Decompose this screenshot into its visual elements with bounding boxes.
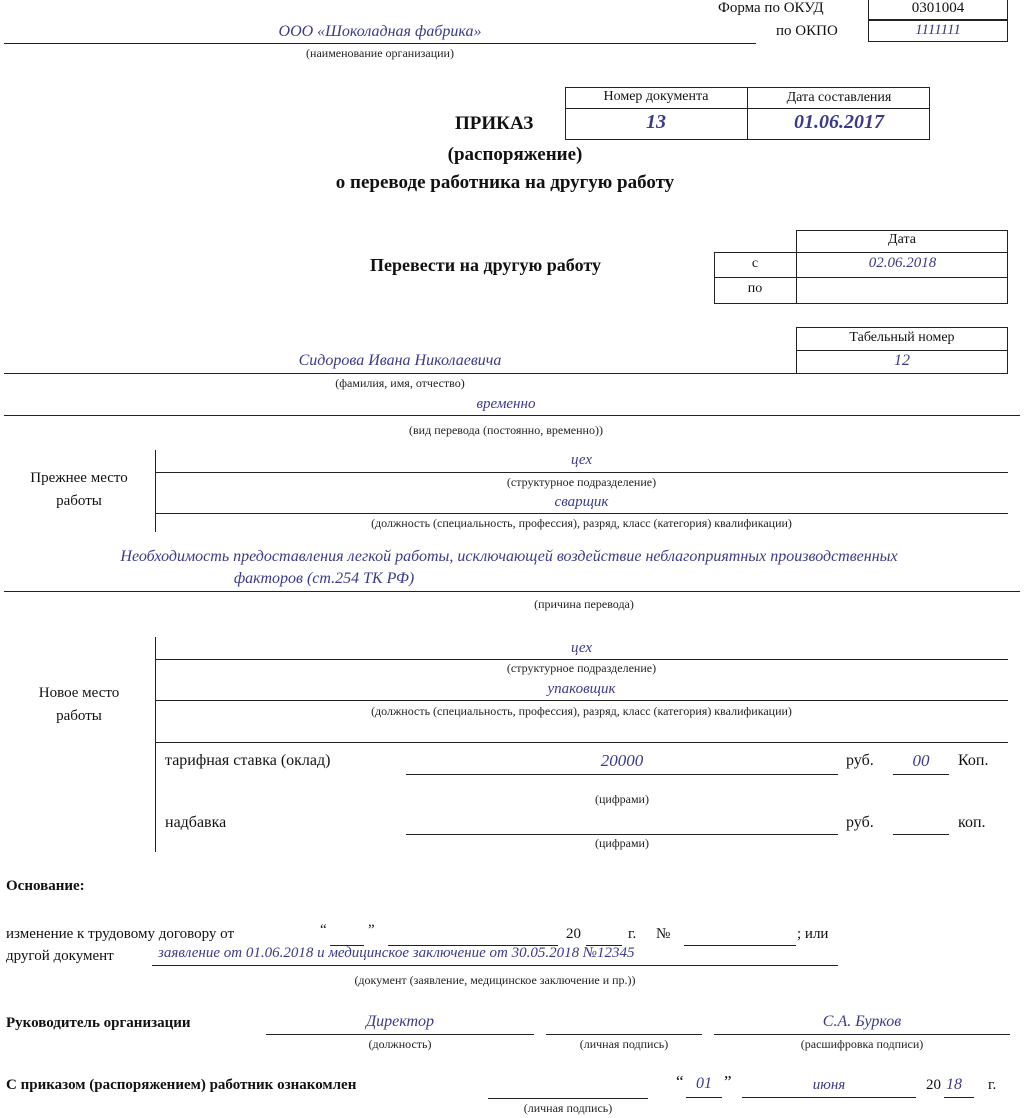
tab-number-header: Табельный номер (849, 330, 955, 345)
amend-or: ; или (797, 926, 829, 942)
okpo-label: по ОКПО (776, 23, 838, 39)
head-position: Директор (365, 1013, 435, 1030)
tab-number-hline (796, 350, 1008, 351)
amend-year-suffix: г. (628, 926, 637, 942)
amend-quote-open: “ (320, 922, 327, 938)
bonus-kop: коп. (958, 814, 986, 831)
bonus-line (406, 834, 838, 835)
old-position-line (155, 513, 1008, 514)
org-line (4, 43, 756, 44)
reason-line-1: Необходимость предоставления легкой работы, исключающей воздействие неблагоприятных производственных (120, 548, 898, 565)
date-table-hline (714, 277, 1008, 278)
bonus-kop-line (893, 834, 949, 835)
employee-name-caption: (фамилия, имя, отчество) (335, 376, 465, 390)
ack-year-suffix: г. (988, 1077, 997, 1093)
new-place-label-1: Новое место (38, 685, 120, 701)
head-name: С.А. Бурков (822, 1013, 902, 1030)
other-doc-label: другой документ (6, 948, 114, 964)
new-place-divider (155, 742, 1008, 743)
rate-digits-caption: (цифрами) (595, 792, 649, 806)
reason-line (4, 591, 1020, 592)
ack-month: июня (812, 1077, 846, 1093)
bonus-rub: руб. (846, 814, 874, 831)
transfer-kind-line (4, 415, 1020, 416)
doc-num-header: Номер документа (603, 89, 709, 104)
new-unit: цех (571, 640, 592, 656)
other-doc-caption: (документ (заявление, медицинское заключение и пр.)) (354, 973, 636, 987)
head-name-caption: (расшифровка подписи) (800, 1037, 924, 1051)
old-position: сварщик (554, 494, 609, 510)
old-position-caption: (должность (специальность, профессия), разряд, класс (категория) квалификации) (371, 516, 792, 530)
transfer-kind-caption: (вид перевода (постоянно, временно)) (409, 423, 603, 437)
head-signature-caption: (личная подпись) (579, 1037, 669, 1051)
old-place-label-2: работы (56, 493, 102, 509)
ack-quote-close: ” (724, 1072, 732, 1091)
bonus-digits-caption: (цифрами) (595, 836, 649, 850)
head-position-line (266, 1034, 534, 1035)
amend-number-line (684, 945, 796, 946)
transfer-kind: временно (476, 396, 536, 412)
okpo-value: 1111111 (915, 22, 961, 38)
order-subject: о переводе работника на другую работу (335, 172, 675, 193)
old-unit-line (155, 472, 1008, 473)
reason-line-2: факторов (ст.254 ТК РФ) (233, 570, 415, 587)
other-doc-value: заявление от 01.06.2018 и медицинское заключение от 30.05.2018 №12345 (158, 945, 635, 961)
org-caption: (наименование организации) (306, 46, 454, 60)
new-unit-line (155, 659, 1008, 660)
rate-line (406, 774, 838, 775)
amend-quote-close: ” (368, 922, 375, 938)
new-position: упаковщик (547, 681, 616, 697)
other-doc-line (152, 965, 838, 966)
ack-signature-caption: (личная подпись) (523, 1101, 613, 1115)
employee-name: Сидорова Ивана Николаевича (298, 352, 502, 369)
ack-year-prefix: 20 (926, 1077, 941, 1093)
ack-signature-line (488, 1098, 648, 1099)
head-position-caption: (должность) (368, 1037, 432, 1051)
ack-day-line (686, 1097, 722, 1098)
to-label: по (747, 281, 763, 296)
rate-kop: Коп. (958, 752, 989, 769)
ack-month-line (742, 1097, 916, 1098)
ack-year-value: 18 (946, 1076, 962, 1093)
disposition: (распоряжение) (447, 144, 583, 165)
reason-caption: (причина перевода) (534, 597, 634, 611)
head-label: Руководитель организации (6, 1015, 191, 1031)
doc-date: 01.06.2017 (794, 111, 884, 133)
org-name: ООО «Шоколадная фабрика» (278, 23, 482, 40)
okud-value: 0301004 (911, 0, 965, 16)
rate-label: тарифная ставка (оклад) (165, 752, 331, 769)
new-place-label-2: работы (56, 708, 102, 724)
bonus-label: надбавка (165, 814, 227, 831)
new-position-line (155, 700, 1008, 701)
from-date: 02.06.2018 (868, 255, 937, 271)
old-place-label-1: Прежнее место (30, 470, 128, 486)
new-unit-caption: (структурное подразделение) (506, 661, 657, 675)
basis-heading: Основание: (6, 878, 85, 894)
doc-num: 13 (646, 111, 666, 133)
from-label: с (751, 256, 759, 271)
head-name-line (714, 1034, 1010, 1035)
rate-kop-line (893, 774, 949, 775)
amend-prefix: изменение к трудовому договору от (6, 926, 235, 942)
tab-number-value: 12 (894, 352, 910, 369)
okud-label: Форма по ОКУД (718, 0, 824, 16)
order-title: ПРИКАЗ (455, 113, 534, 134)
rate-rub: руб. (846, 752, 874, 769)
transfer-label: Перевести на другую работу (370, 255, 601, 275)
old-unit: цех (571, 452, 592, 468)
ack-day: 01 (696, 1075, 712, 1092)
amend-year-prefix: 20 (566, 926, 581, 942)
ack-year-line (944, 1097, 974, 1098)
doc-date-header: Дата составления (786, 90, 892, 105)
employee-name-line (4, 373, 1008, 374)
new-position-caption: (должность (специальность, профессия), разряд, класс (категория) квалификации) (371, 704, 792, 718)
rate-value: 20000 (600, 751, 644, 770)
ack-quote-open: “ (676, 1072, 684, 1091)
ack-label: С приказом (распоряжением) работник ознакомлен (6, 1077, 357, 1093)
rate-kop-value: 00 (912, 751, 930, 770)
old-unit-caption: (структурное подразделение) (506, 475, 657, 489)
amend-number-sign: № (656, 926, 671, 942)
date-header: Дата (888, 232, 916, 247)
head-signature-line (546, 1034, 702, 1035)
